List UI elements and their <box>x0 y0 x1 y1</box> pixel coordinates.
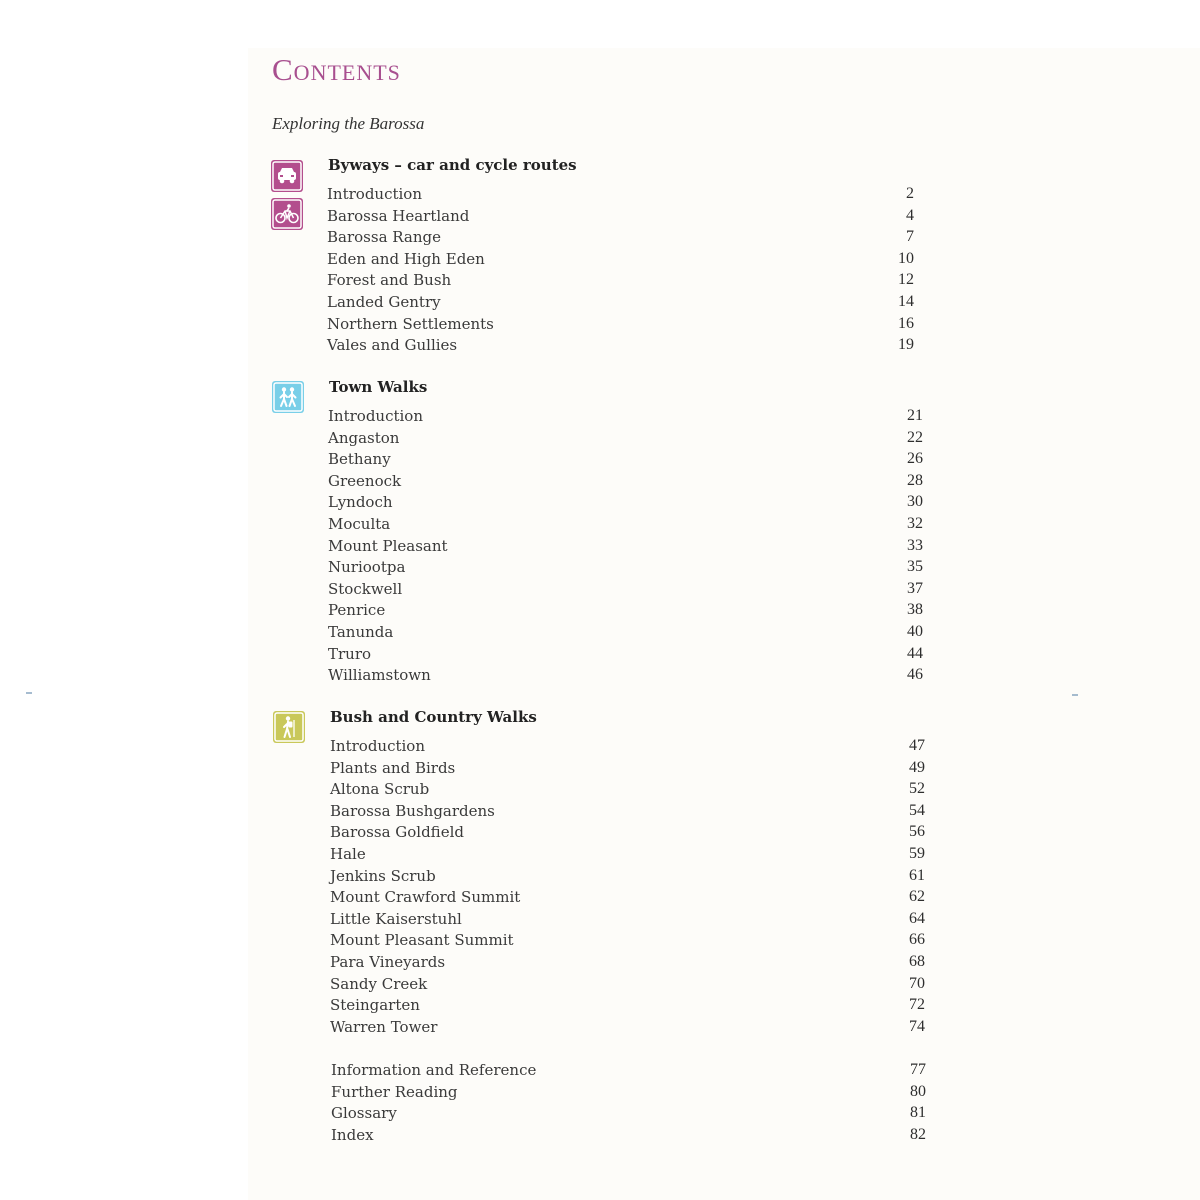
toc-entry <box>0 580 1200 602</box>
toc-entry-page-number: 74 <box>909 1017 925 1035</box>
toc-entry <box>0 1061 1200 1083</box>
toc-entry-label: Index <box>331 1125 374 1144</box>
toc-entry <box>0 1104 1200 1126</box>
toc-entry-page-number: 44 <box>907 644 923 662</box>
toc-entry <box>0 537 1200 559</box>
toc-entry <box>0 975 1200 997</box>
toc-entry <box>0 207 1200 229</box>
toc-entry <box>0 867 1200 889</box>
toc-entry-label: Lyndoch <box>328 493 393 512</box>
toc-entry-label: Barossa Range <box>327 228 441 247</box>
toc-entry <box>0 407 1200 429</box>
toc-entry <box>0 666 1200 688</box>
toc-entry-label: Mount Pleasant <box>328 536 448 555</box>
toc-entry-page-number: 81 <box>910 1104 926 1122</box>
toc-entry-label: Williamstown <box>328 666 431 685</box>
toc-entry <box>0 996 1200 1018</box>
toc-entry <box>0 823 1200 845</box>
toc-entry-label: Sandy Creek <box>330 974 428 993</box>
toc-entry-page-number: 47 <box>909 737 925 754</box>
toc-entry-page-number: 66 <box>909 931 925 949</box>
toc-entry <box>0 802 1200 824</box>
toc-entry-page-number: 35 <box>907 558 923 576</box>
toc-entry-label: Little Kaiserstuhl <box>330 909 462 928</box>
toc-entry <box>0 450 1200 472</box>
toc-entry-label: Altona Scrub <box>330 780 430 799</box>
toc-entry <box>0 515 1200 537</box>
toc-entry-label: Landed Gentry <box>327 293 441 311</box>
toc-entry-label: Hale <box>330 845 366 863</box>
toc-entry-page-number: 33 <box>907 536 923 554</box>
toc-entry-page-number: 70 <box>909 974 925 992</box>
toc-entry <box>0 910 1200 932</box>
toc-entry-page-number: 10 <box>898 249 914 267</box>
section-heading-bush-walks: Bush and Country Walks <box>330 708 537 726</box>
toc-entry <box>0 1083 1200 1105</box>
toc-entry-page-number: 46 <box>907 666 923 684</box>
toc-entry <box>0 472 1200 494</box>
toc-entry-label: Moculta <box>328 515 391 533</box>
scan-speck <box>1072 694 1078 696</box>
toc-entry-label: Northern Settlements <box>327 314 494 333</box>
toc-entry-page-number: 22 <box>907 428 923 446</box>
toc-entry-label: Greenock <box>328 471 402 490</box>
toc-entry <box>0 429 1200 451</box>
toc-entry <box>0 759 1200 781</box>
toc-entry-label: Introduction <box>328 407 423 425</box>
toc-entry-page-number: 12 <box>898 271 914 289</box>
toc-entry-page-number: 14 <box>898 293 914 310</box>
toc-entry <box>0 228 1200 250</box>
toc-entry-label: Angaston <box>328 428 400 447</box>
toc-entry <box>0 780 1200 802</box>
page-subtitle: Exploring the Barossa <box>272 114 425 133</box>
toc-entry <box>0 645 1200 667</box>
toc-entry-label: Steingarten <box>330 996 420 1015</box>
toc-entry-page-number: 19 <box>898 336 914 354</box>
toc-entry-label: Introduction <box>330 737 425 755</box>
toc-entry <box>0 336 1200 358</box>
toc-entry-label: Tanunda <box>328 623 394 641</box>
toc-entry <box>0 845 1200 867</box>
page-title: Contents <box>272 52 401 87</box>
toc-entry-page-number: 64 <box>909 909 925 927</box>
toc-entry <box>0 250 1200 272</box>
toc-entry <box>0 271 1200 293</box>
toc-entry-label: Further Reading <box>331 1082 458 1101</box>
section-heading-town-walks: Town Walks <box>329 378 428 396</box>
toc-entry <box>0 1126 1200 1148</box>
toc-entry <box>0 493 1200 515</box>
toc-entry-label: Mount Pleasant Summit <box>330 931 514 950</box>
toc-entry-label: Eden and High Eden <box>327 249 485 268</box>
toc-entry-page-number: 2 <box>906 185 914 202</box>
toc-entry-label: Information and Reference <box>331 1061 537 1079</box>
toc-entry <box>0 293 1200 315</box>
toc-entry-label: Barossa Bushgardens <box>330 801 495 820</box>
toc-entry-page-number: 21 <box>907 407 923 424</box>
toc-entry <box>0 1018 1200 1040</box>
toc-entry <box>0 931 1200 953</box>
toc-entry-page-number: 59 <box>909 845 925 862</box>
toc-entry-label: Mount Crawford Summit <box>330 888 521 907</box>
toc-entry <box>0 601 1200 623</box>
toc-entry-page-number: 7 <box>906 228 914 246</box>
toc-entry-label: Stockwell <box>328 579 403 598</box>
toc-entry <box>0 315 1200 337</box>
toc-entry-page-number: 37 <box>907 579 923 597</box>
toc-entry-label: Plants and Birds <box>330 758 456 777</box>
toc-entry-label: Penrice <box>328 601 386 620</box>
toc-entry-page-number: 4 <box>906 206 914 224</box>
toc-entry-page-number: 61 <box>909 866 925 884</box>
toc-entry <box>0 953 1200 975</box>
toc-entry-page-number: 49 <box>909 758 925 776</box>
toc-entry <box>0 737 1200 759</box>
toc-entry-page-number: 38 <box>907 601 923 619</box>
toc-entry-page-number: 26 <box>907 450 923 468</box>
toc-entry-label: Nuriootpa <box>328 558 406 577</box>
toc-entry-label: Barossa Heartland <box>327 206 470 225</box>
toc-entry-page-number: 32 <box>907 515 923 532</box>
toc-entry-page-number: 82 <box>910 1125 926 1143</box>
toc-entry-label: Vales and Gullies <box>327 336 458 355</box>
toc-entry-page-number: 54 <box>909 801 925 819</box>
toc-entry-label: Forest and Bush <box>327 271 452 290</box>
toc-entry-page-number: 16 <box>898 314 914 332</box>
toc-entry-page-number: 72 <box>909 996 925 1014</box>
toc-entry-label: Bethany <box>328 450 391 469</box>
toc-entry-page-number: 28 <box>907 471 923 489</box>
toc-entry-label: Truro <box>328 644 372 663</box>
toc-entry-label: Barossa Goldfield <box>330 823 464 842</box>
section-heading-byways: Byways – car and cycle routes <box>328 156 577 174</box>
toc-entry <box>0 623 1200 645</box>
toc-entry-label: Para Vineyards <box>330 953 446 971</box>
toc-entry-page-number: 80 <box>910 1082 926 1100</box>
scan-speck <box>26 692 32 694</box>
toc-entry <box>0 888 1200 910</box>
toc-entry-page-number: 52 <box>909 780 925 798</box>
toc-entry-page-number: 62 <box>909 888 925 906</box>
toc-entry-page-number: 56 <box>909 823 925 841</box>
toc-entry <box>0 185 1200 207</box>
toc-entry <box>0 558 1200 580</box>
toc-entry-page-number: 77 <box>910 1061 926 1078</box>
toc-entry-label: Jenkins Scrub <box>330 866 436 885</box>
toc-entry-label: Introduction <box>327 185 422 203</box>
toc-entry-label: Glossary <box>331 1104 397 1123</box>
toc-entry-page-number: 68 <box>909 953 925 970</box>
toc-entry-page-number: 30 <box>907 493 923 511</box>
toc-entry-page-number: 40 <box>907 623 923 640</box>
toc-entry-label: Warren Tower <box>330 1017 438 1036</box>
